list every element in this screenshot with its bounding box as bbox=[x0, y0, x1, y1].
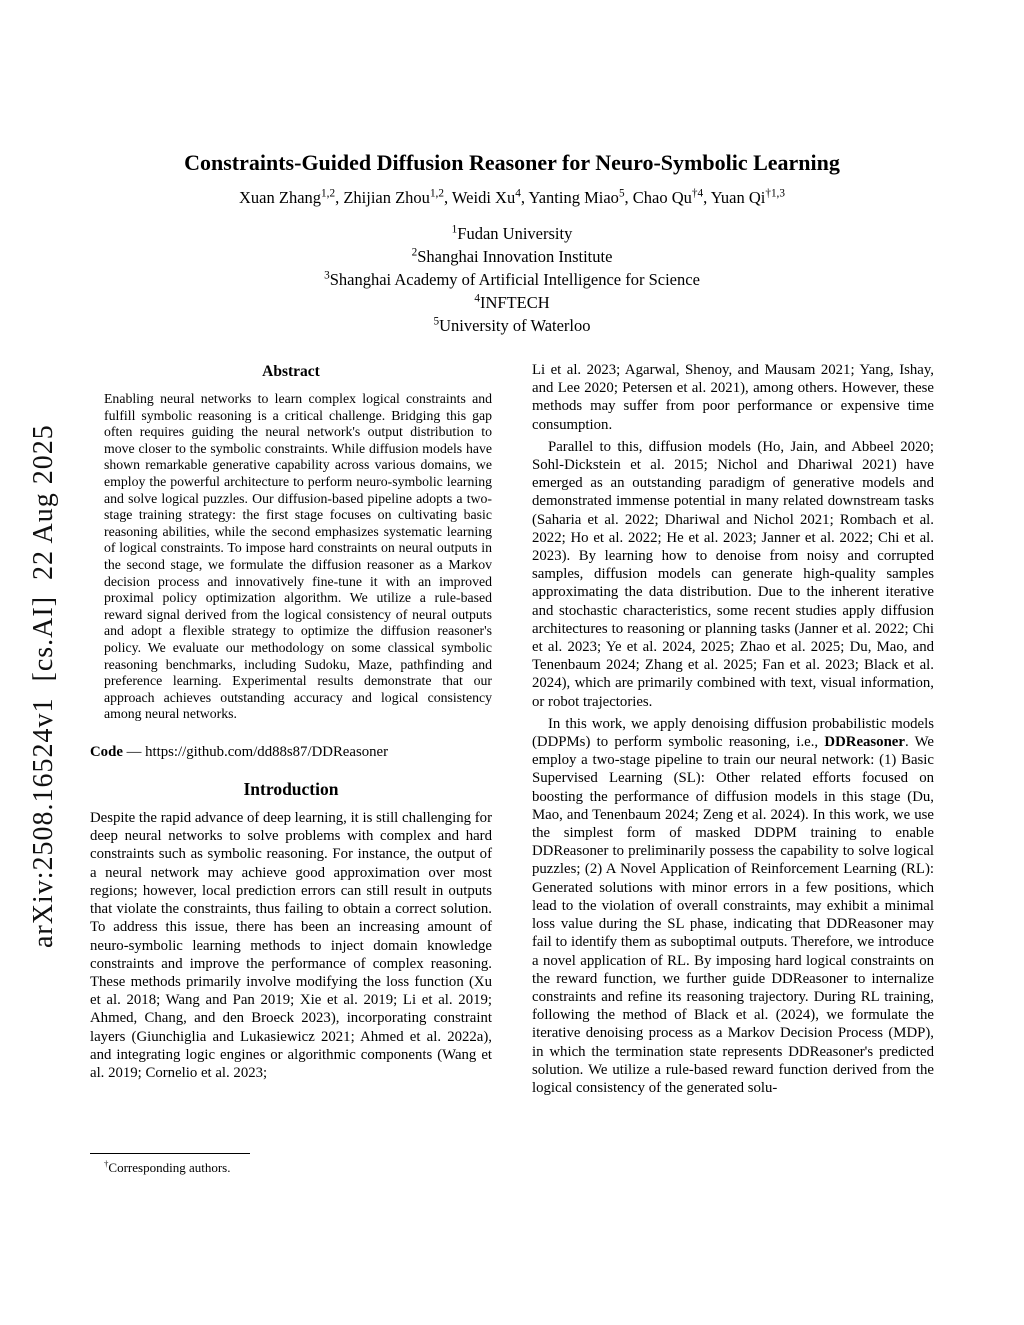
two-column-body bbox=[0, 337, 1024, 1097]
author: Zhijian Zhou$^{1,2}$, bbox=[343, 187, 452, 207]
footnote-rule bbox=[90, 1153, 250, 1154]
author-line bbox=[0, 188, 1024, 208]
code-availability bbox=[90, 743, 492, 761]
left-column bbox=[90, 361, 492, 1097]
code-label: Code bbox=[90, 743, 123, 760]
paper-title: Constraints-Guided Diffusion Reasoner for Neuro-Symbolic Learning bbox=[184, 150, 840, 175]
affiliation: $^5$University of Waterloo bbox=[433, 315, 591, 335]
paper-header bbox=[0, 0, 1024, 337]
author: Xuan Zhang$^{1,2}$, bbox=[239, 187, 344, 207]
right-column-paragraph-1: Li et al. 2023; Agarwal, Shenoy, and Mausam 2021; Yang, Ishay, and Lee 2020; Petersen et al. 2021), among others. However, these methods may suffer from poor performance or expensive time consumption. bbox=[532, 362, 934, 433]
affiliation: $^4$INFTECH bbox=[474, 292, 550, 312]
author: Yuan Qi$^{\dagger 1,3}$ bbox=[710, 187, 785, 207]
affiliation: $^2$Shanghai Innovation Institute bbox=[411, 246, 613, 266]
right-column bbox=[532, 361, 934, 1097]
author: Chao Qu$^{\dagger 4}$, bbox=[632, 187, 711, 207]
affiliation: $^3$Shanghai Academy of Artificial Intelligence for Science bbox=[324, 269, 700, 289]
right-column-paragraph-3: In this work, we apply denoising diffusion probabilistic models (DDPMs) to perform symbolic reasoning, i.e., DDReasoner. We employ a two-stage pipeline to train our neural network: (1) Basic Supervised Learning (SL): Other related efforts focused on boosting the performance of diffusion models in this stage (Du, Mao, and Tenenbaum 2024; Zeng et al. 2024). In this work, we use the simplest form of masked DDPM training to enable DDReasoner to preliminarily possess the capability to solve logical puzzles; (2) A Novel Application of Reinforcement Learning (RL): Generated solutions with minor errors in a few positions, which lead to the violation of overall constraints, may exhibit a minimal loss value during the SL phase, indicating that DDReasoner may fail to identify them as suboptimal outputs. Therefore, we introduce a novel application of RL. By imposing hard logical constraints on the reward function, we further guide DDReasoner to internalize constraints and refine its reasoning trajectory. During RL training, following the method of Black et al. (2024), we formulate the iterative denoising process as a Markov Decision Process (MDP), in which the termination state represents DDReasoner's predicted solution. We utilize a rule-based reward function derived from the logical consistency of the generated solu- bbox=[532, 715, 934, 1096]
author: Yanting Miao$^5$, bbox=[528, 187, 633, 207]
footnote-text: †Corresponding authors. bbox=[104, 1158, 231, 1175]
author: Weidi Xu$^4$, bbox=[451, 187, 529, 207]
right-column-paragraph-2: Parallel to this, diffusion models (Ho, Jain, and Abbeel 2020; Sohl-Dickstein et al. 2015; Nichol and Dhariwal 2021) have emerged as an outstanding paradigm of generative models and demonstrated immense potential in many related downstream tasks (Saharia et al. 2022; Dhariwal and Nichol 2021; Rombach et al. 2022; Ho et al. 2022; He et al. 2023; Janner et al. 2022; Chi et al. 2023). By learning how to denoise from noisy and corrupted samples, diffusion models can generate high-quality samples approximating the data distribution. Due to the inherent iterative and stochastic characteristics, some recent studies apply diffusion architectures to reasoning or planning tasks (Janner et al. 2022; Chi et al. 2023; Ye et al. 2024, 2025; Zhao et al. 2025; Du, Mao, and Tenenbaum 2024; Zhang et al. 2025; Fan et al. 2023; Black et al. 2024), which are primarily combined with text, visual information, or robot trajectories. bbox=[532, 438, 934, 710]
code-dash: — bbox=[122, 743, 146, 760]
introduction-paragraph: Despite the rapid advance of deep learning, it is still challenging for deep neural networks to solve problems with complex and hard constraints such as symbolic reasoning. For instance, the output of a neural network may achieve good approximation over most regions; however, local prediction errors can still result in outputs that violate the constraints, thus failing to obtain a correct solution. To address this issue, there has been an increasing amount of neuro-symbolic learning methods to inject domain knowledge constraints and improve the performance of complex reasoning. These methods primarily involve modifying the loss function (Xu et al. 2018; Wang and Pan 2019; Xie et al. 2019; Li et al. 2019; Ahmed, Chang, and den Broeck 2023), incorporating constraint layers (Giunchiglia and Lukasiewicz 2021; Ahmed et al. 2022a), and integrating logic engines or algorithmic components (Wang et al. 2019; Cornelio et al. 2023; bbox=[90, 810, 492, 1081]
affiliation: $^1$Fudan University bbox=[451, 223, 573, 243]
arxiv-watermark: arXiv:2508.16524v1 [cs.AI] 22 Aug 2025 bbox=[28, 424, 59, 948]
abstract-heading: Abstract bbox=[262, 363, 320, 380]
code-repo-link[interactable]: https://github.com/dd88s87/DDReasoner bbox=[145, 743, 388, 760]
footnote bbox=[90, 1153, 492, 1176]
introduction-heading: Introduction bbox=[243, 779, 339, 800]
affiliations bbox=[0, 222, 1024, 337]
abstract-text: Enabling neural networks to learn complex logical constraints and fulfill symbolic reasoning is a critical challenge. Bridging this gap often requires guiding the neural network's output distribution to move closer to the symbolic constraints. While diffusion models have shown remarkable generative capability across various domains, we employ the powerful architecture to perform neuro-symbolic learning and solve logical puzzles. Our diffusion-based pipeline adopts a two-stage training strategy: the first stage focuses on cultivating basic reasoning abilities, while the second emphasizes systematic learning of logical constraints. To impose hard constraints on neural outputs in the second stage, we formulate the diffusion reasoner as a Markov decision process and innovatively fine-tune it with an improved proximal policy optimization algorithm. We utilize a rule-based reward signal derived from the logical consistency of neural outputs and adopt a flexible strategy to optimize the diffusion reasoner's policy. We evaluate our methodology on some classical symbolic reasoning benchmarks, including Sudoku, Maze, pathfinding and preference learning. Experimental results demonstrate that our approach achieves outstanding accuracy and logical consistency among neural networks. bbox=[104, 391, 492, 722]
